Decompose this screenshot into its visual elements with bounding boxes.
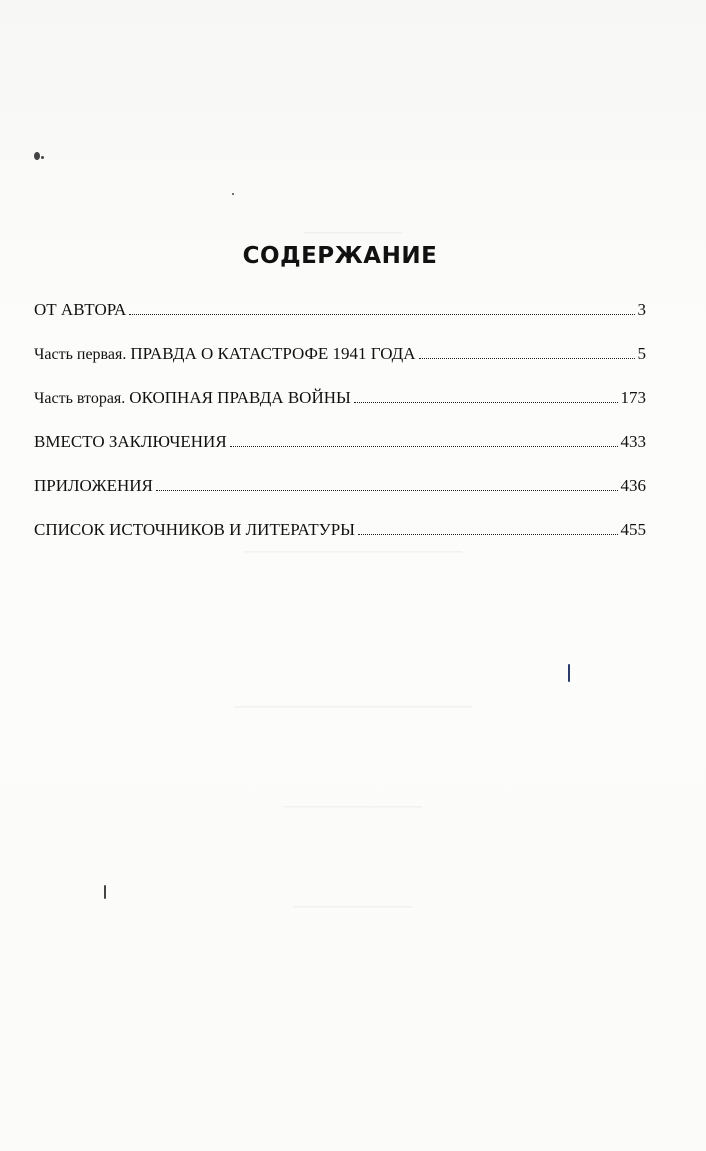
bleed-through-line: ────────────────────── <box>243 545 463 560</box>
toc-entry <box>34 388 646 432</box>
toc-dot-leader <box>230 446 618 447</box>
toc-entry-label <box>34 432 227 452</box>
toc-entry-heading: ОТ АВТОРА <box>34 300 127 319</box>
toc-page-number: 436 <box>620 476 646 495</box>
scan-speck <box>568 664 570 682</box>
toc-entry-heading: ВМЕСТО ЗАКЛЮЧЕНИЯ <box>34 432 227 451</box>
toc-dot-leader <box>419 358 635 359</box>
scan-speck <box>104 885 106 899</box>
toc-entry <box>34 520 646 564</box>
toc-entry-label <box>34 344 416 364</box>
toc-entry <box>34 300 646 344</box>
toc-entry-label <box>34 300 126 320</box>
toc-entry <box>34 432 646 476</box>
bleed-through-line: ────────── <box>303 226 403 241</box>
toc-page-number: 5 <box>637 344 646 363</box>
table-of-contents <box>34 300 646 564</box>
scan-speck <box>34 152 40 160</box>
scan-speck <box>41 156 44 159</box>
toc-entry-part: Часть первая. <box>34 346 131 363</box>
scan-speck <box>232 193 234 195</box>
toc-page-number: 455 <box>620 520 646 539</box>
bleed-through-line: ──────────────────────── <box>233 700 473 715</box>
toc-entry-label <box>34 520 355 540</box>
toc-entry-part: Часть вторая. <box>34 390 130 407</box>
toc-page-number: 3 <box>637 300 646 319</box>
toc-page-number: 433 <box>620 432 646 451</box>
toc-page-number: 173 <box>620 388 646 407</box>
toc-dot-leader <box>358 534 618 535</box>
toc-entry-heading: СПИСОК ИСТОЧНИКОВ И ЛИТЕРАТУРЫ <box>34 520 355 539</box>
toc-entry-heading: ОКОПНАЯ ПРАВДА ВОЙНЫ <box>129 388 351 407</box>
page-title: СОДЕРЖАНИЕ <box>242 243 438 269</box>
toc-entry-heading: ПРАВДА О КАТАСТРОФЕ 1941 ГОДА <box>130 344 416 363</box>
bleed-through-line: ────────────── <box>283 800 423 815</box>
toc-entry <box>34 476 646 520</box>
toc-dot-leader <box>129 314 634 315</box>
toc-entry-label <box>34 476 153 496</box>
toc-entry-label <box>34 388 351 408</box>
toc-dot-leader <box>156 490 618 491</box>
toc-entry <box>34 344 646 388</box>
toc-dot-leader <box>354 402 618 403</box>
bleed-through-line: ──────────── <box>293 900 413 915</box>
toc-entry-heading: ПРИЛОЖЕНИЯ <box>34 476 153 495</box>
